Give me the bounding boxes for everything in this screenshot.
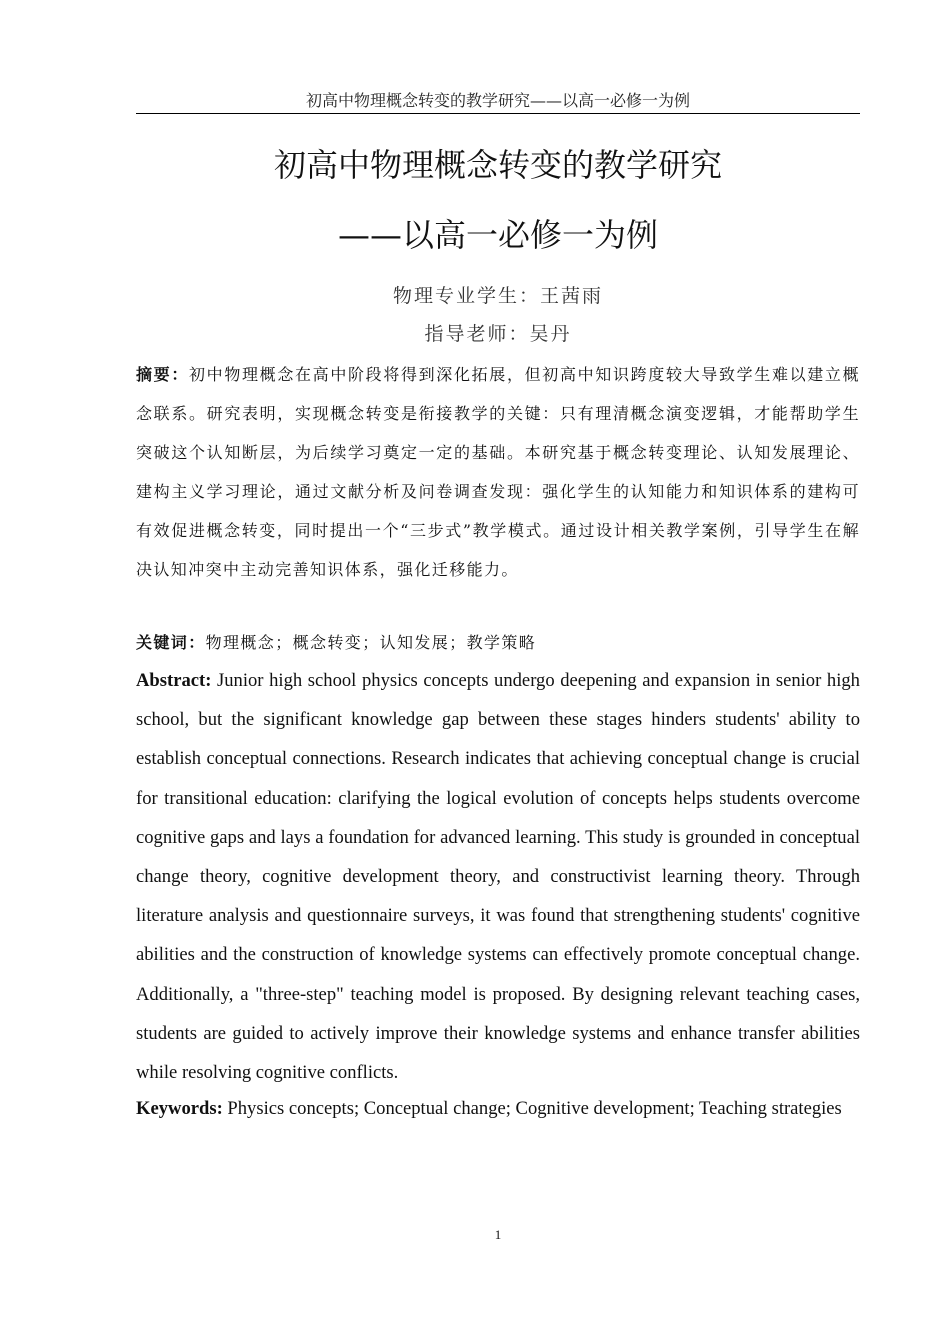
chinese-keywords bbox=[136, 628, 860, 658]
page-number: 1 bbox=[494, 1227, 502, 1242]
english-abstract-text: Junior high school physics concepts undergo deepening and expansion in senior high school, but the significant knowledge gap between these stages hinders students' ability to establish conceptual connections. Research indicates that achieving conceptual change is crucial for transitional education: clarifying the logical evolution of concepts helps students overcome cognitive gaps and lays a foundation for advanced learning. This study is grounded in conceptual change theory, cognitive development theory, and constructivist learning theory. Through literature analysis and questionnaire surveys, it was found that strengthening students' cognitive abilities and the construction of knowledge systems can effectively promote conceptual change. Additionally, a "three-step" teaching model is proposed. By designing relevant teaching cases, students are guided to actively improve their knowledge systems and enhance transfer abilities while resolving cognitive conflicts. bbox=[136, 670, 860, 1084]
chinese-abstract bbox=[136, 355, 860, 589]
header-rule bbox=[136, 113, 860, 114]
paper-title-line-2: ——以高一必修一为例 bbox=[337, 216, 658, 254]
advisor-author: 指导老师：吴丹 bbox=[424, 323, 572, 345]
chinese-keywords-label: 关键词： bbox=[136, 633, 206, 652]
english-abstract-label: Abstract: bbox=[136, 670, 212, 691]
student-author: 物理专业学生：王茜雨 bbox=[392, 285, 603, 307]
english-keywords-text: Physics concepts; Conceptual change; Cognitive development; Teaching strategies bbox=[227, 1098, 842, 1119]
english-keywords-label: Keywords: bbox=[136, 1098, 223, 1119]
english-abstract bbox=[136, 661, 860, 1092]
chinese-keywords-text: 物理概念；概念转变；认知发展；教学策略 bbox=[205, 633, 537, 652]
paper-title-line-1: 初高中物理概念转变的教学研究 bbox=[273, 146, 722, 184]
chinese-abstract-text: 初中物理概念在高中阶段将得到深化拓展，但初高中知识跨度较大导致学生难以建立概念联系。研究表明，实现概念转变是衔接教学的关键：只有理清概念演变逻辑，才能帮助学生突破这个认知断层，为后续学习奠定一定的基础。本研究基于概念转变理论、认知发展理论、建构主义学习理论，通过文献分析及问卷调查发现：强化学生的认知能力和知识体系的建构可有效促进概念转变，同时提出一个“三步式”教学模式。通过设计相关教学案例，引导学生在解决认知冲突中主动完善知识体系，强化迁移能力。 bbox=[136, 365, 861, 579]
english-keywords bbox=[136, 1089, 860, 1128]
running-header: 初高中物理概念转变的教学研究——以高一必修一为例 bbox=[305, 91, 690, 110]
chinese-abstract-label: 摘要： bbox=[136, 365, 189, 384]
